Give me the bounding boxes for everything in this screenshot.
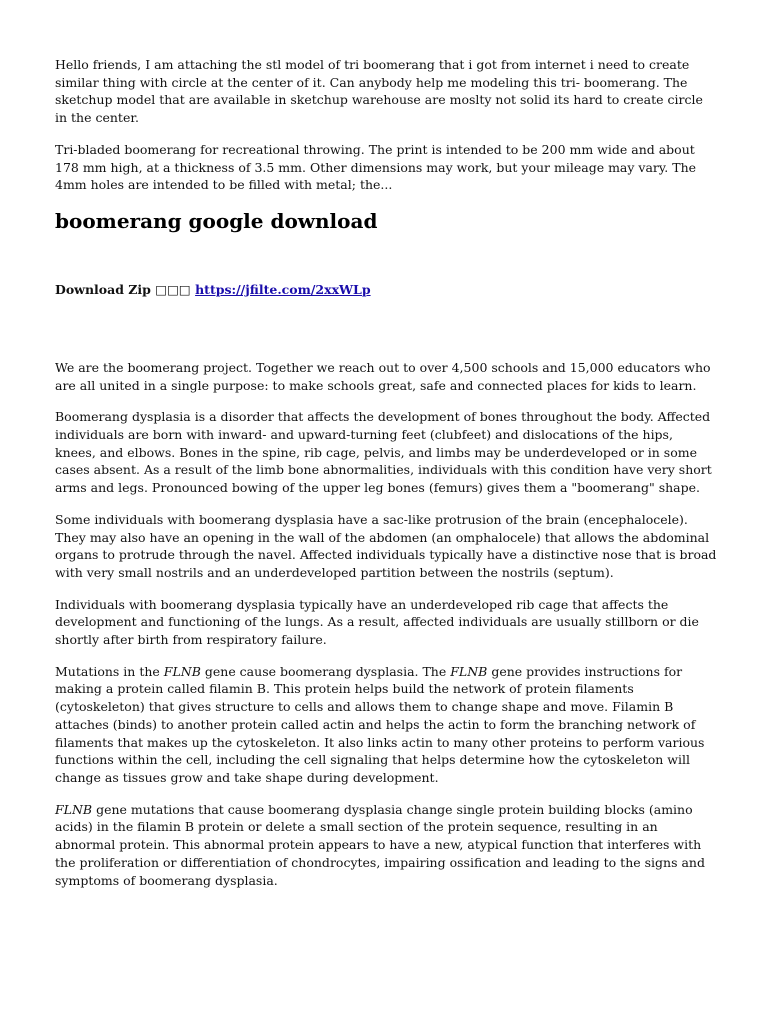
gene-name: FLNB — [55, 801, 93, 817]
intro-paragraph-2: Tri-bladed boomerang for recreational throwing. The print is intended to be 200 mm wide and about 178 mm high, at a thickness of 3.5 mm. Other dimensions may work, but your mileage may vary. The 4mm holes are intended to be filled with metal; the... — [55, 141, 697, 193]
article — [55, 56, 717, 903]
p5-text-b: gene cause boomerang dysplasia. The — [200, 663, 451, 679]
body-paragraph-4: Individuals with boomerang dysplasia typically have an underdeveloped rib cage that affects the development and functioning of the lungs. As a result, affected individuals are usually stillborn or die shortly after birth from respiratory failure. — [55, 596, 699, 648]
download-label: Download Zip — [55, 281, 151, 297]
gene-name: FLNB — [163, 663, 201, 679]
arrow-icons: □□□ — [155, 281, 191, 297]
spacer — [55, 298, 717, 359]
body-paragraph-3: Some individuals with boomerang dysplasia have a sac-like protrusion of the brain (encephalocele). They may also have an opening in the wall of the abdomen (an omphalocele) that allows the abdominal organs to protrude through the navel. Affected individuals typically have a distinctive nose that is broad with very small nostrils and an underdeveloped partition between the nostrils (septum). — [55, 511, 717, 580]
p6-text: gene mutations that cause boomerang dysplasia change single protein building blocks (amino acids) in the filamin B protein or delete a small section of the protein sequence, resulting in an abnormal protein. This abnormal protein appears to have a new, atypical function that interferes with the proliferation or differentiation of chondrocytes, impairing ossification and leading to the signs and symptoms of boomerang dysplasia. — [55, 801, 705, 888]
intro-paragraph-1: Hello friends, I am attaching the stl model of tri boomerang that i got from internet i need to create similar thing with circle at the center of it. Can anybody help me modeling this tri- boomerang. The sketchup model that are available in sketchup warehouse are moslty not solid its hard to create circle in the center. — [55, 57, 703, 126]
gene-name: FLNB — [450, 663, 488, 679]
download-link[interactable]: https://jfilte.com/2xxWLp — [195, 281, 371, 297]
p5-text-c: gene provides instructions for making a protein called filamin B. This protein helps build the network of protein filaments (cytoskeleton) that gives structure to cells and allows them to change shape and move. Filamin B attaches (binds) to another protein called actin and helps the actin to form the branching network of filaments that makes up the cytoskeleton. It also links actin to many other proteins to perform various functions within the cell, including the cell signaling that helps determine how the cytoskeleton will change as tissues grow and take shape during development. — [55, 663, 705, 785]
body-paragraph-1: We are the boomerang project. Together we reach out to over 4,500 schools and 15,000 educators who are all united in a single purpose: to make schools great, safe and connected places for kids to learn. — [55, 359, 711, 393]
download-line — [55, 281, 717, 298]
body-paragraph-6 — [55, 801, 717, 890]
body-paragraph-2: Boomerang dysplasia is a disorder that affects the development of bones throughout the body. Affected individuals are born with inward- and upward-turning feet (clubfeet) and dislocations of the hips, knees, and elbows. Bones in the spine, rib cage, pelvis, and limbs may be underdeveloped or in some cases absent. As a result of the limb bone abnormalities, individuals with this condition have very short arms and legs. Pronounced bowing of the upper leg bones (femurs) gives them a "boomerang" shape. — [55, 409, 712, 496]
p5-text-a: Mutations in the — [55, 663, 164, 679]
page-heading: boomerang google download — [55, 208, 378, 233]
body-paragraph-5 — [55, 663, 717, 787]
